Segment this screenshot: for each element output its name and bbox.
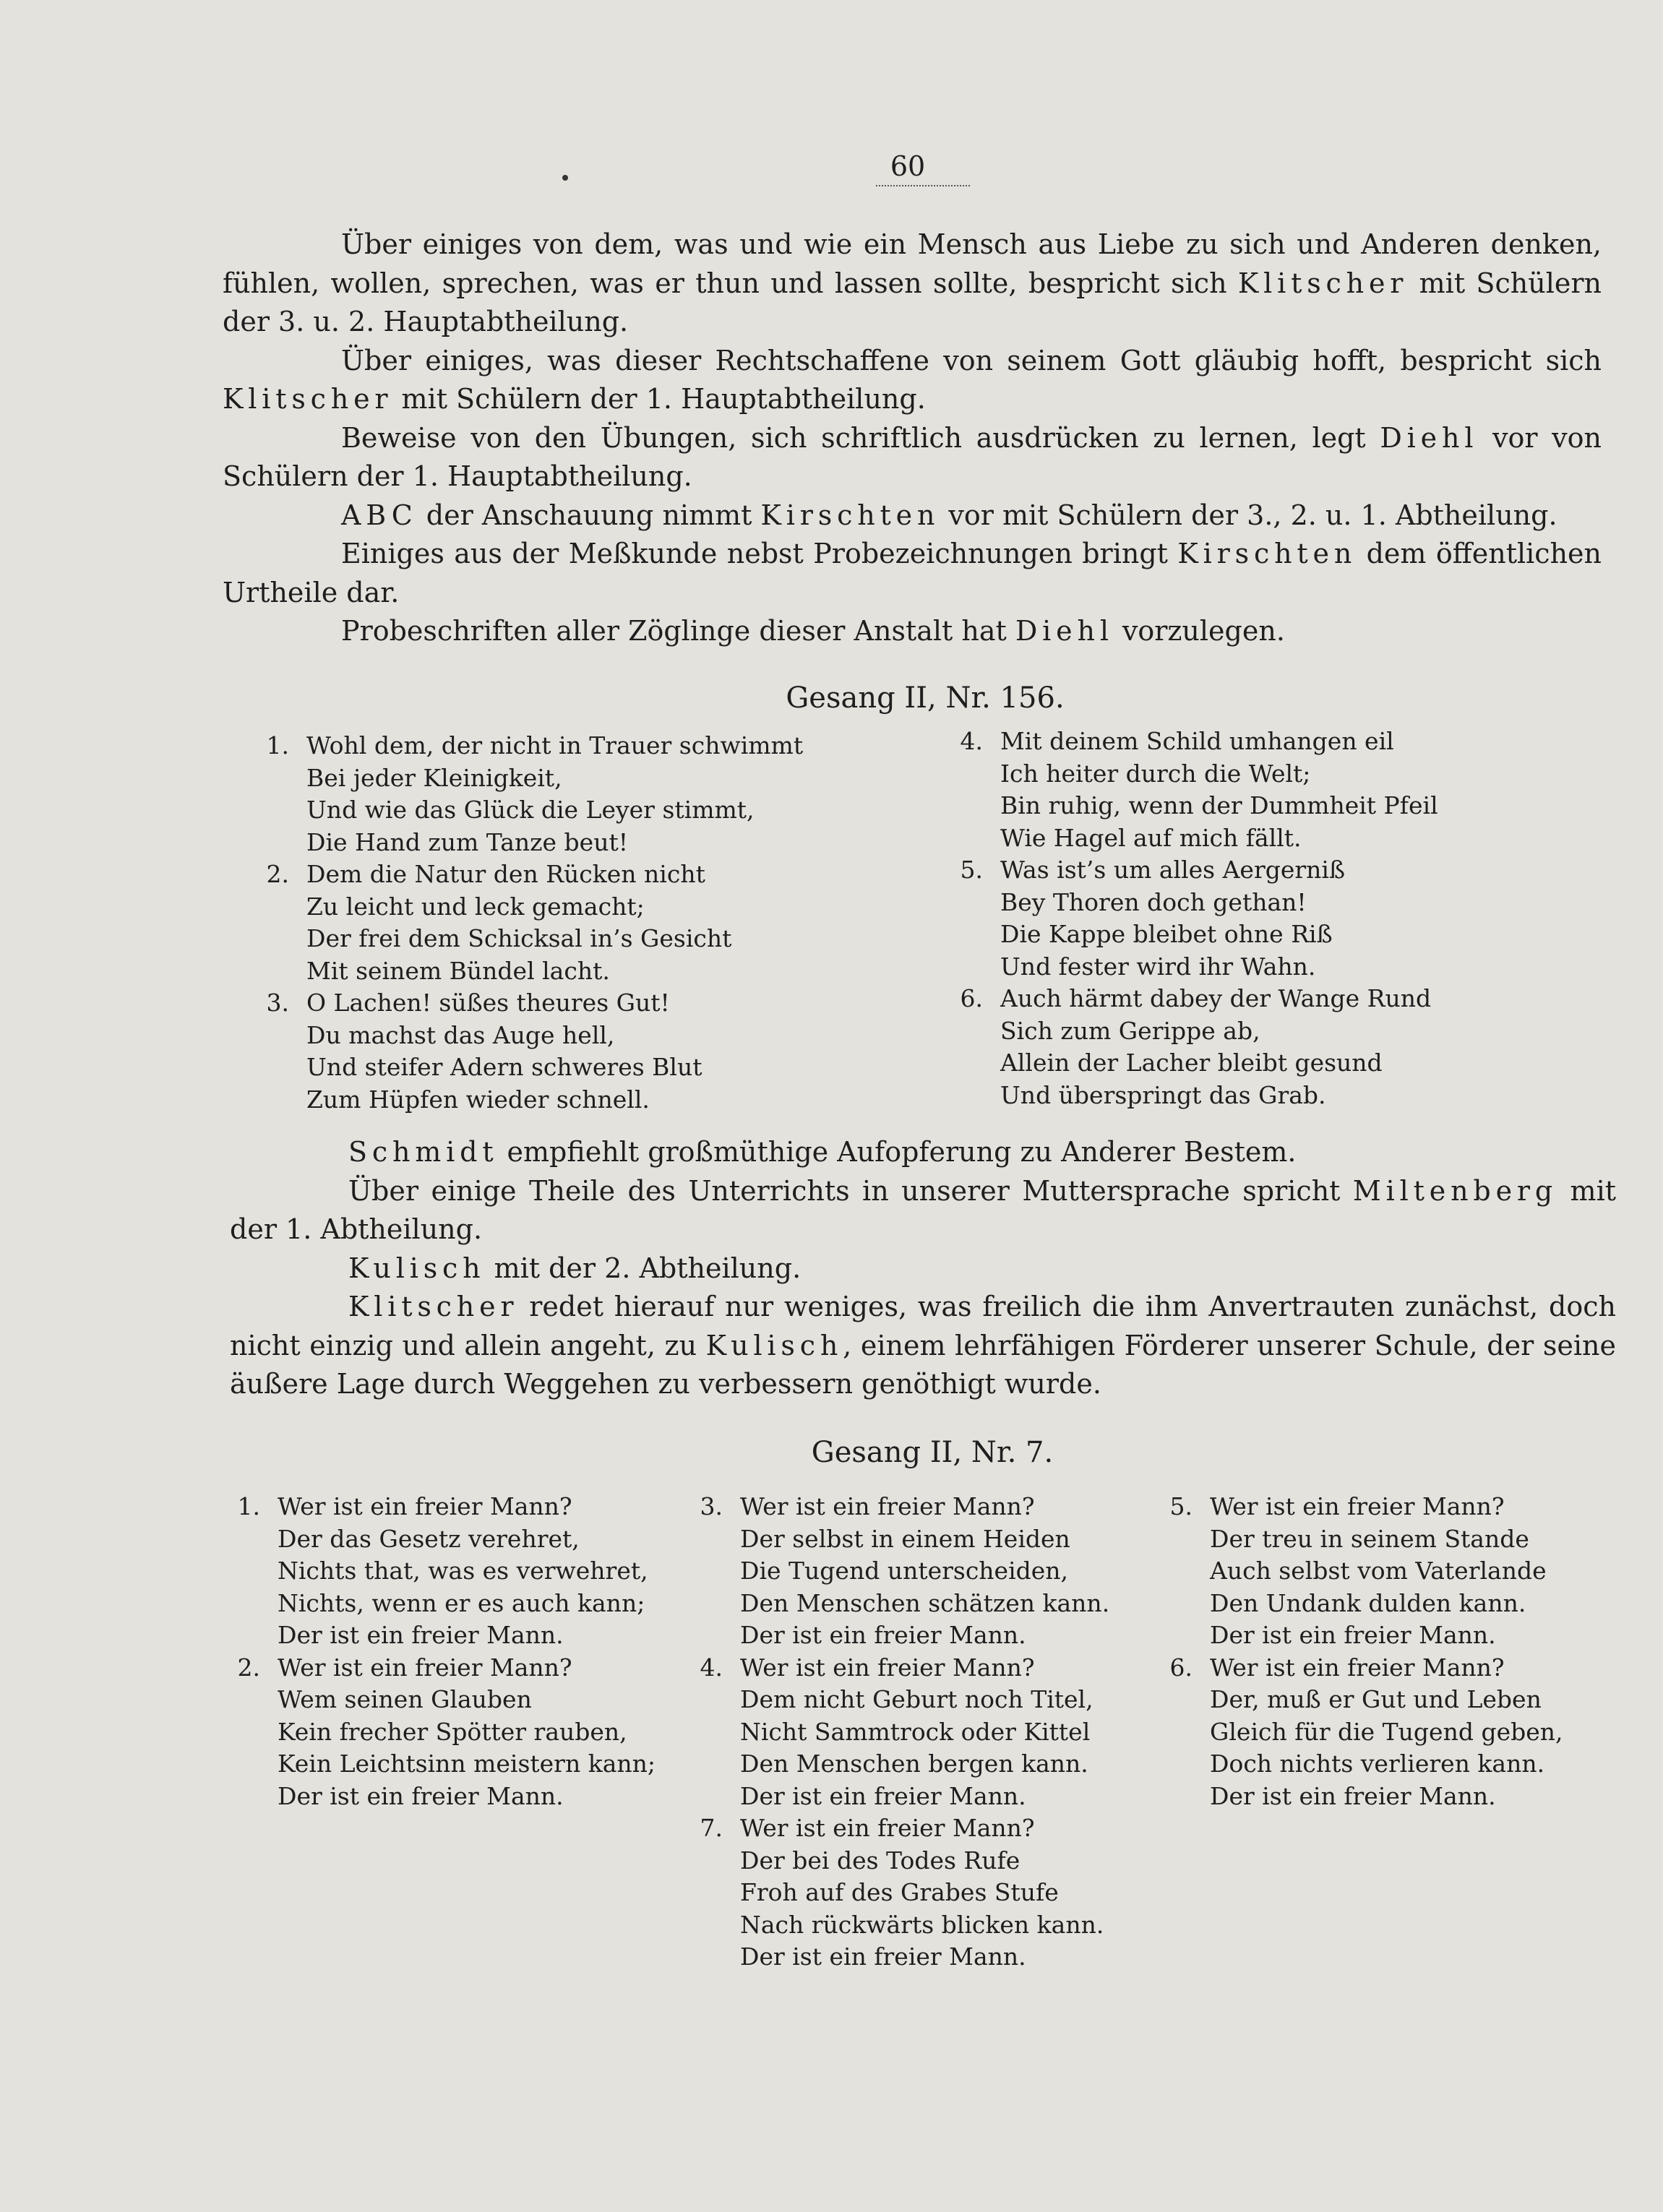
spaced-name: Miltenberg	[1352, 1174, 1558, 1207]
verse-line: Mit deinem Schild umhangen eil	[1000, 727, 1394, 755]
verse-line: Der selbst in einem Heiden	[740, 1524, 1070, 1553]
verse-line: Wer ist ein freier Mann?	[1210, 1653, 1505, 1682]
paragraph-text: vorzulegen.	[1113, 615, 1285, 647]
verse-line: Und fester wird ihr Wahn.	[1000, 952, 1316, 981]
spaced-name: Diehl	[1380, 421, 1479, 454]
verse-number: 1.	[266, 731, 289, 759]
verse-number: 2.	[266, 860, 289, 888]
paragraph-text: mit Schülern der 3. u. 2. Hauptabtheilung.	[223, 267, 1602, 337]
verse-line: Wer ist ein freier Mann?	[278, 1492, 572, 1520]
paragraph-text: vor von Schülern der 1. Hauptabtheilung.	[223, 421, 1602, 492]
paragraph	[223, 612, 1602, 651]
verse-number: 2.	[237, 1653, 260, 1682]
verse-line: Mit seinem Bündel lacht.	[306, 956, 610, 985]
spaced-name: Kirschten	[760, 499, 940, 531]
verse-line: Der ist ein freier Mann.	[740, 1621, 1026, 1649]
verse	[239, 730, 889, 858]
spaced-name: ABC	[341, 499, 418, 531]
verse-number: 6.	[960, 984, 983, 1012]
song1-title: Gesang II, Nr. 156.	[786, 681, 1065, 715]
verse-line: Dem nicht Geburt noch Titel,	[740, 1685, 1093, 1713]
paragraph	[230, 1249, 1616, 1288]
verse-line: Und wie das Glück die Leyer stimmt,	[306, 796, 755, 824]
paragraph-text: dem öffentlichen Urtheile dar.	[223, 538, 1602, 608]
paragraph-text: , einem lehrfähigen Förderer unserer Schule, der seine äußere Lage durch Weggehen zu verbessern genöthigt wurde.	[230, 1329, 1616, 1400]
spaced-name: Klitscher	[223, 383, 393, 415]
verse-number: 3.	[700, 1492, 723, 1520]
paragraph-text: Probeschriften aller Zöglinge dieser Anstalt hat	[341, 615, 1015, 647]
paragraph-text: Über einiges von dem, was und wie ein Mensch aus Liebe zu sich und Anderen denken, fühlen, wollen, sprechen, was er thun und lassen sollte, bespricht sich	[223, 228, 1602, 299]
verse-line: Auch härmt dabey der Wange Rund	[1000, 984, 1432, 1012]
verse-line: Wer ist ein freier Mann?	[740, 1814, 1035, 1842]
paragraph-text: vor mit Schülern der 3., 2. u. 1. Abtheilung.	[940, 499, 1557, 531]
spaced-name: Kirschten	[1177, 538, 1357, 569]
spaced-name: Klitscher	[348, 1291, 519, 1322]
verse-line: Den Undank dulden kann.	[1210, 1588, 1526, 1617]
verse-number: 7.	[700, 1814, 723, 1842]
ink-dot	[562, 175, 568, 181]
verse-line: Bin ruhig, wenn der Dummheit Pfeil	[1000, 791, 1438, 819]
page-number-rule	[876, 185, 970, 186]
verse-line: Die Tugend unterscheiden,	[740, 1557, 1069, 1585]
verse-line: Was ist’s um alles Aergerniß	[1000, 856, 1346, 884]
verse-line: Wie Hagel auf mich fällt.	[1000, 823, 1302, 852]
spaced-name: Kulisch	[705, 1329, 843, 1361]
verse-line: O Lachen! süßes theures Gut!	[306, 989, 670, 1017]
intro-paragraphs	[223, 225, 1602, 651]
verse-line: Du machst das Auge hell,	[306, 1020, 615, 1049]
song1-right-column	[932, 726, 1583, 1111]
middle-paragraphs	[230, 1133, 1616, 1404]
verse-line: Der ist ein freier Mann.	[278, 1621, 564, 1649]
verse	[210, 1491, 701, 1652]
verse	[1142, 1652, 1633, 1813]
verse-line: Auch selbst vom Vaterlande	[1210, 1557, 1547, 1585]
spaced-name: Schmidt	[348, 1136, 499, 1168]
verse-line: Wohl dem, der nicht in Trauer schwimmt	[306, 731, 804, 759]
verse-number: 4.	[700, 1653, 723, 1682]
verse-number: 3.	[266, 989, 289, 1017]
verse-line: Der bei des Todes Rufe	[740, 1846, 1020, 1875]
spaced-name: Kulisch	[348, 1252, 486, 1284]
paragraph-text: Beweise von den Übungen, sich schriftlich ausdrücken zu lernen, legt	[341, 421, 1380, 454]
verse	[932, 726, 1583, 854]
verse	[932, 983, 1583, 1111]
verse	[932, 854, 1583, 983]
song2-column-3	[1142, 1491, 1633, 1812]
song1-left-column	[239, 730, 889, 1116]
verse-line: Bei jeder Kleinigkeit,	[306, 763, 562, 792]
verse-line: Nach rückwärts blicken kann.	[740, 1910, 1104, 1939]
verse	[672, 1652, 1164, 1813]
verse-line: Der treu in seinem Stande	[1210, 1524, 1529, 1553]
verse-line: Der ist ein freier Mann.	[1210, 1781, 1496, 1810]
verse	[1142, 1491, 1633, 1652]
verse-line: Der das Gesetz verehret,	[278, 1524, 580, 1553]
verse-number: 5.	[960, 856, 983, 884]
paragraph	[223, 535, 1602, 612]
verse-line: Und steifer Adern schweres Blut	[306, 1053, 702, 1081]
verse-line: Wer ist ein freier Mann?	[278, 1653, 572, 1682]
verse	[672, 1812, 1164, 1974]
song2-column-2	[672, 1491, 1164, 1974]
song2-column-1	[210, 1491, 701, 1812]
verse-line: Nicht Sammtrock oder Kittel	[740, 1717, 1091, 1746]
verse-line: Zum Hüpfen wieder schnell.	[306, 1085, 650, 1114]
paragraph	[230, 1288, 1616, 1404]
verse-line: Der ist ein freier Mann.	[740, 1781, 1026, 1810]
verse-line: Doch nichts verlieren kann.	[1210, 1750, 1545, 1778]
verse	[672, 1491, 1164, 1652]
verse-line: Der, muß er Gut und Leben	[1210, 1685, 1542, 1713]
verse	[239, 987, 889, 1116]
paragraph-text: Einiges aus der Meßkunde nebst Probezeichnungen bringt	[341, 538, 1178, 569]
verse-line: Ich heiter durch die Welt;	[1000, 759, 1311, 788]
verse-line: Zu leicht und leck gemacht;	[306, 892, 645, 921]
verse-line: Nichts that, was es verwehret,	[278, 1557, 648, 1585]
verse-line: Den Menschen bergen kann.	[740, 1750, 1088, 1778]
paragraph-text: mit der 2. Abtheilung.	[485, 1252, 802, 1284]
verse-line: Sich zum Gerippe ab,	[1000, 1016, 1260, 1045]
paragraph	[230, 1172, 1616, 1249]
verse-line: Bey Thoren doch gethan!	[1000, 887, 1307, 916]
paragraph-text: empfiehlt großmüthige Aufopferung zu Anderer Bestem.	[498, 1136, 1297, 1168]
verse-line: Der frei dem Schicksal in’s Gesicht	[306, 924, 732, 952]
verse-number: 4.	[960, 727, 983, 755]
verse-line: Kein Leichtsinn meistern kann;	[278, 1750, 656, 1778]
verse-line: Der ist ein freier Mann.	[1210, 1621, 1496, 1649]
verse-number: 1.	[237, 1492, 260, 1520]
paragraph	[223, 225, 1602, 342]
spaced-name: Klitscher	[1237, 267, 1409, 299]
song2-title: Gesang II, Nr. 7.	[811, 1436, 1054, 1469]
verse-line: Dem die Natur den Rücken nicht	[306, 860, 705, 888]
paragraph-text: mit Schülern der 1. Hauptabtheilung.	[392, 383, 926, 415]
paragraph-text: mit der 1. Abtheilung.	[230, 1174, 1616, 1245]
verse-line: Wer ist ein freier Mann?	[740, 1492, 1035, 1520]
verse-line: Die Kappe bleibet ohne Riß	[1000, 920, 1333, 948]
paragraph	[230, 1133, 1616, 1172]
paragraph-text: Über einiges, was dieser Rechtschaffene von seinem Gott gläubig hofft, bespricht sich	[341, 344, 1602, 376]
paragraph	[223, 496, 1602, 535]
paragraph-text: Über einige Theile des Unterrichts in unserer Muttersprache spricht	[348, 1174, 1353, 1207]
paragraph-text: der Anschauung nimmt	[417, 499, 761, 531]
verse-number: 5.	[1169, 1492, 1193, 1520]
verse-line: Wer ist ein freier Mann?	[740, 1653, 1035, 1682]
verse-line: Die Hand zum Tanze beut!	[306, 827, 628, 856]
paragraph	[223, 419, 1602, 496]
verse-line: Kein frecher Spötter rauben,	[278, 1717, 627, 1746]
verse-line: Gleich für die Tugend geben,	[1210, 1717, 1563, 1746]
verse-line: Nichts, wenn er es auch kann;	[278, 1588, 645, 1617]
verse-line: Den Menschen schätzen kann.	[740, 1588, 1110, 1617]
verse-line: Allein der Lacher bleibt gesund	[1000, 1049, 1383, 1077]
verse-line: Wer ist ein freier Mann?	[1210, 1492, 1505, 1520]
verse-line: Der ist ein freier Mann.	[740, 1942, 1026, 1971]
verse-line: Der ist ein freier Mann.	[278, 1781, 564, 1810]
spaced-name: Diehl	[1015, 615, 1114, 647]
verse	[239, 858, 889, 987]
verse-line: Froh auf des Grabes Stufe	[740, 1878, 1059, 1906]
page-number: 60	[890, 150, 926, 182]
verse-number: 6.	[1169, 1653, 1193, 1682]
paragraph-text: redet hierauf nur weniges, was freilich die ihm Anvertrauten zunächst, doch nicht einzig und allein angeht, zu	[230, 1291, 1616, 1361]
verse-line: Wem seinen Glauben	[278, 1685, 532, 1713]
paragraph	[223, 342, 1602, 419]
verse	[210, 1652, 701, 1813]
verse-line: Und überspringt das Grab.	[1000, 1080, 1326, 1109]
